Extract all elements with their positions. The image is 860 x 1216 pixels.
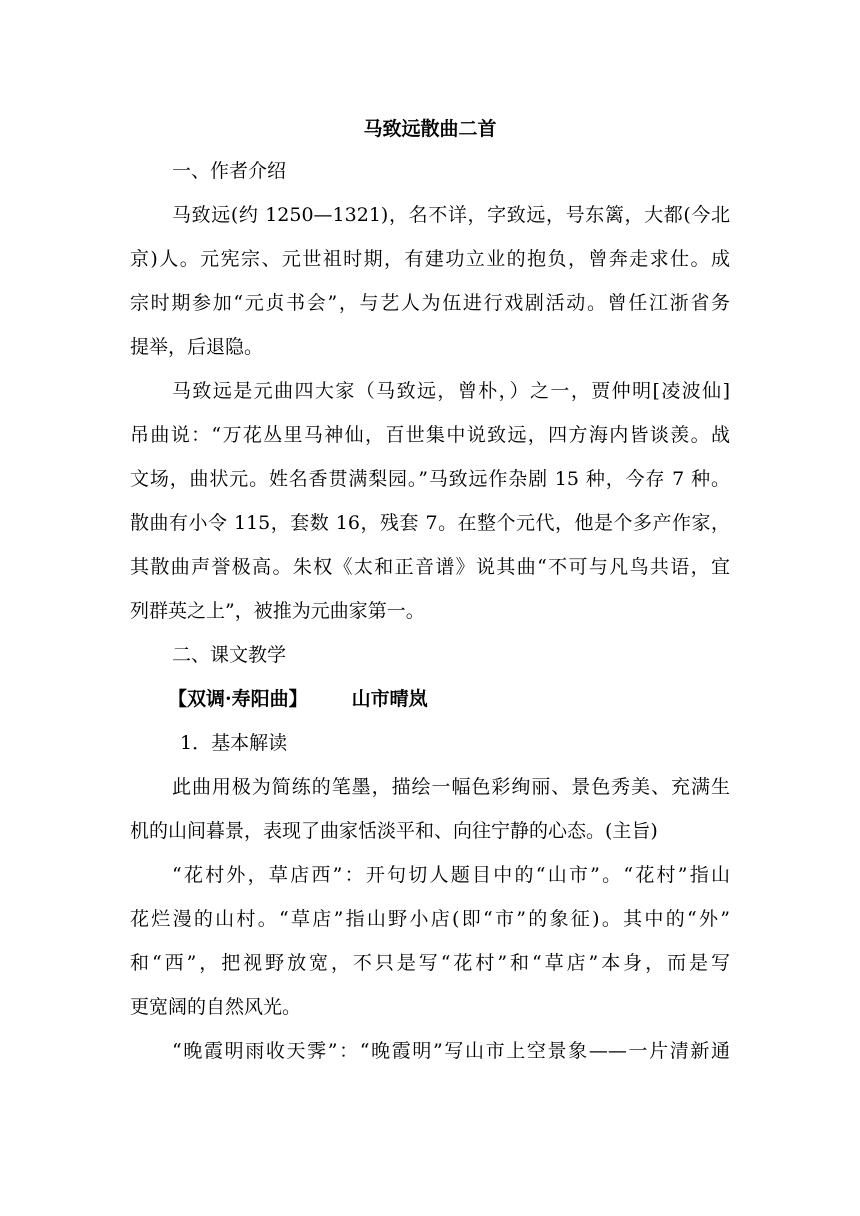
paragraph-line: 散曲有小令 115，套数 16，残套 7。在整个元代，他是个多产作家， [130,512,730,534]
paragraph-line: 机的山间暮景，表现了曲家恬淡平和、向往宁静的心态。(主旨) [130,820,658,842]
paragraph-line: 更宽阔的自然风光。 [130,996,302,1018]
paragraph-line: 和“西”，把视野放宽，不只是写“花村”和“草店”本身，而是写 [130,952,730,974]
paragraph-line: 吊曲说：“万花丛里马神仙，百世集中说致远，四方海内皆谈羡。战 [130,424,730,446]
paragraph-line: “花村外，草店西”：开句切人题目中的“山市”。“花村”指山 [172,864,730,886]
section-heading-text-teaching: 二、课文教学 [172,644,287,666]
poem-tune-name: 【双调·寿阳曲】 [168,688,308,710]
paragraph-line: 文场，曲状元。姓名香贯满梨园。”马致远作杂剧 15 种，今存 7 种。 [130,468,730,490]
section-heading-author: 一、作者介绍 [172,160,287,182]
paragraph-line: 马致远是元曲四大家（马致远，曾朴，）之一，贾仲明[凌波仙] [172,380,730,402]
paragraph-line: 宗时期参加“元贞书会”，与艺人为伍进行戏剧活动。曾任江浙省务 [130,292,730,314]
paragraph-line: 其散曲声誉极高。朱权《太和正音谱》说其曲“不可与凡鸟共语，宜 [130,556,730,578]
poem-heading [168,685,768,713]
paragraph-line: “晚霞明雨收天霁”：“晚霞明”写山市上空景象——一片清新通 [172,1040,730,1062]
poem-title: 山市晴岚 [351,688,428,710]
subsection-heading-basic-reading: 1．基本解读 [180,732,288,754]
paragraph-line: 列群英之上”，被推为元曲家第一。 [130,600,425,622]
paragraph-line: 此曲用极为简练的笔墨，描绘一幅色彩绚丽、景色秀美、充满生 [172,776,730,798]
document-title: 马致远散曲二首 [363,118,497,140]
paragraph-line: 花烂漫的山村。“草店”指山野小店(即“市”的象征)。其中的“外” [130,908,730,930]
paragraph-line: 京)人。元宪宗、元世祖时期，有建功立业的抱负，曾奔走求仕。成 [130,248,730,270]
paragraph-line: 提举，后退隐。 [130,336,264,358]
paragraph-line: 马致远(约 1250—1321)，名不详，字致远，号东篱，大都(今北 [172,204,730,226]
